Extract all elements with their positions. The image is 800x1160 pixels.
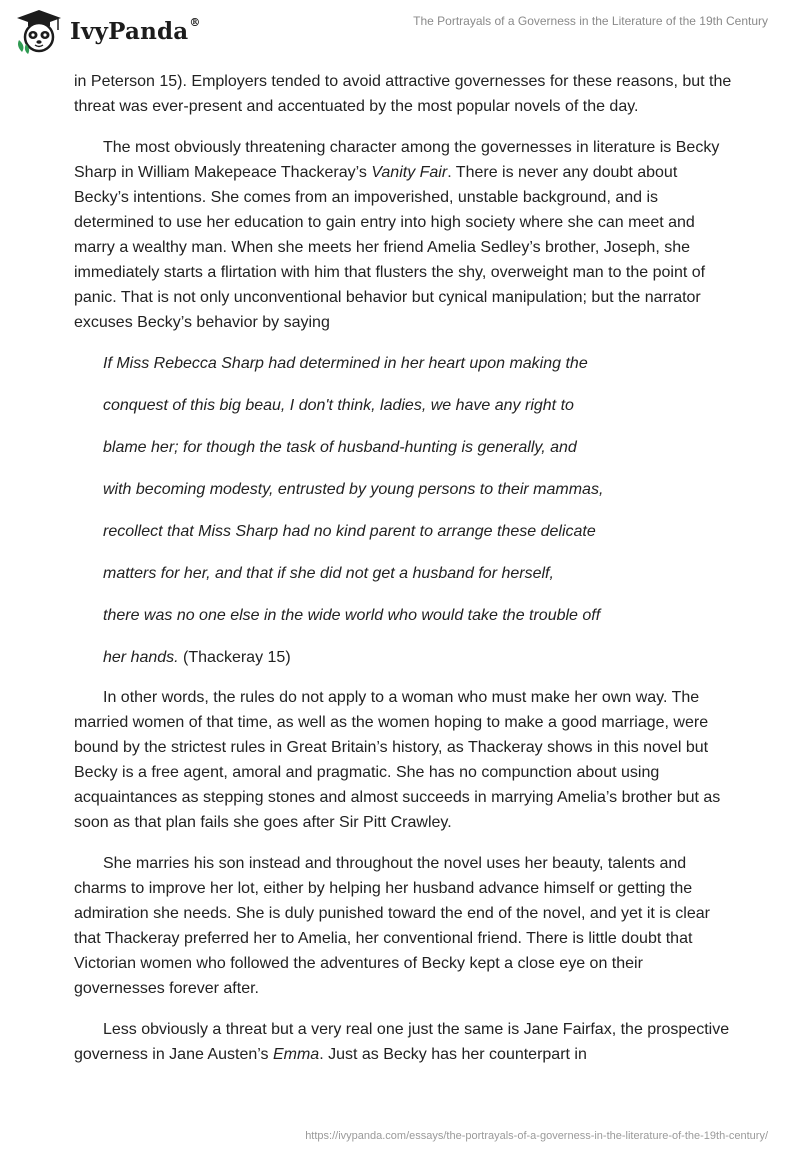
essay-content [74,69,734,1083]
quote-line: there was no one else in the wide world who would take the trouble off [103,607,601,624]
paragraph-1: in Peterson 15). Employers tended to avoid attractive governesses for these reasons, but the threat was ever-present and accentuated by the most popular novels of the day. [74,73,732,115]
document-title: The Portrayals of a Governess in the Literature of the 19th Century [413,14,768,28]
quote-line-last: her hands. (Thackeray 15) [103,649,291,666]
block-quote [103,351,734,670]
footer-source-url[interactable]: https://ivypanda.com/essays/the-portrayals-of-a-governess-in-the-literature-of-the-19th-century/ [305,1130,768,1142]
paragraph-3: In other words, the rules do not apply to a woman who must make her own way. The married women of that time, as well as the women hoping to make a good marriage, were bound by the strictest rules in Great Britain’s history, as Thackeray shows in this novel but Becky is a free agent, amoral and pragmatic. She has no compunction about using acquaintances as stepping stones and almost succeeds in marrying Amelia’s brother but as soon as that plan fails she goes after Sir Pitt Crawley. [74,689,721,831]
paragraph-5: Less obviously a threat but a very real one just the same is Jane Fairfax, the prospective governess in Jane Austen’s Emma. Just as Becky has her counterpart in [74,1021,730,1063]
book-title-emma: Emma [272,1046,320,1063]
brand-name: IvyPanda® [70,15,201,45]
paragraph-4: She marries his son instead and throughout the novel uses her beauty, talents and charms to improve her lot, either by helping her husband advance himself or getting the admiration she needs. She is duly punished toward the end of the novel, and yet it is clear that Thackeray preferred her to Amelia, her conventional friend. There is little doubt that Victorian women who followed the adventures of Becky kept a close eye on their governesses forever after. [74,855,710,997]
book-title-vanity-fair: Vanity Fair [371,164,448,181]
quote-line: conquest of this big beau, I don't think, ladies, we have any right to [103,397,574,414]
paragraph-2: The most obviously threatening character among the governesses in literature is Becky Sharp in William Makepeace Thackeray’s Vanity Fair. There is never any doubt about Becky’s intentions. She comes from an impoverished, unstable background, and is determined to use her education to gain entry into high society where she can meet and marry a wealthy man. When she meets her friend Amelia Sedley’s brother, Joseph, she immediately starts a flirtation with him that flusters the shy, overweight man to the point of panic. That is not only unconventional behavior but cynical manipulation; but the narrator excuses Becky’s behavior by saying [74,139,720,331]
quote-citation: (Thackeray 15) [178,649,291,666]
quote-line: If Miss Rebecca Sharp had determined in her heart upon making the [103,355,588,372]
quote-line: with becoming modesty, entrusted by young persons to their mammas, [103,481,604,498]
quote-line: recollect that Miss Sharp had no kind parent to arrange these delicate [103,523,596,540]
quote-line: matters for her, and that if she did not get a husband for herself, [103,565,554,582]
page-header [0,0,800,62]
panda-logo-icon [14,8,64,54]
ivypanda-logo[interactable] [14,8,201,54]
quote-line: blame her; for though the task of husband-hunting is generally, and [103,439,577,456]
